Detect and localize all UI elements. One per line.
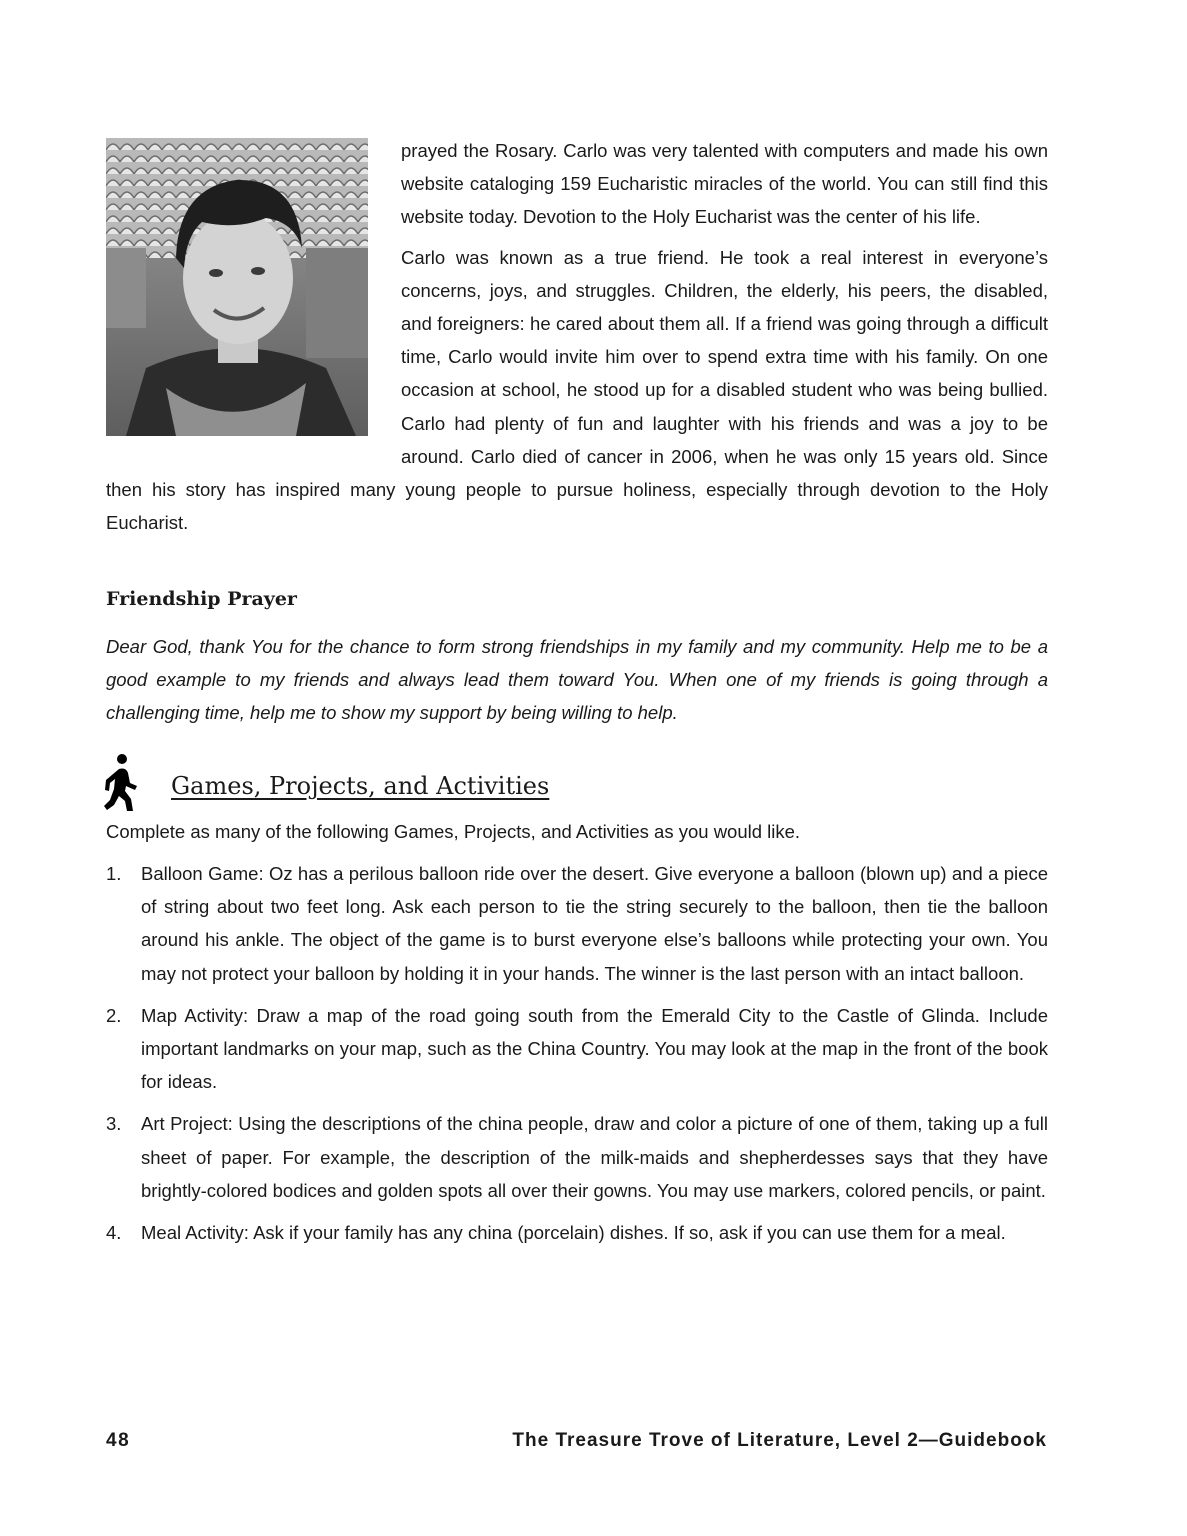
- section-heading: Games, Projects, and Activities: [171, 772, 550, 800]
- photo-wrap-spacer: [106, 134, 401, 458]
- list-item: [106, 857, 1048, 990]
- list-item-text: Meal Activity: Ask if your family has any china (porcelain) dishes. If so, ask if you can use them for a meal.: [141, 1222, 1006, 1244]
- page-number: 48: [106, 1430, 131, 1451]
- list-item-text: Map Activity: Draw a map of the road going south from the Emerald City to the Castle of Glinda. Include important landmarks on your map, such as the China Country. You may look at the map in the front of the book for ideas.: [141, 1004, 1048, 1093]
- running-footer-title: The Treasure Trove of Literature, Level 2—Guidebook: [512, 1430, 1047, 1451]
- walking-person-icon: [100, 753, 142, 813]
- list-item: [106, 1107, 1048, 1207]
- list-item-number: 4.: [106, 1222, 122, 1244]
- section-intro: Complete as many of the following Games, Projects, and Activities as you would like.: [106, 821, 801, 842]
- prayer-text: Dear God, thank You for the chance to form strong friendships in my family and my community. Help me to be a good example to my friends and always lead them toward You. When one of my friends is going through a challenging time, help me to show my support by being willing to help.: [106, 636, 1048, 724]
- prayer-title: Friendship Prayer: [106, 588, 297, 610]
- list-item-text: Art Project: Using the descriptions of the china people, draw and color a picture of one of them, taking up a full sheet of paper. For example, the description of the milk-maids and shepherdesses says that they have brightly-colored bodices and golden spots all over their gowns. You may use markers, colored pencils, or paint.: [141, 1113, 1048, 1201]
- activity-list: [106, 857, 1048, 1249]
- biography-paragraph: prayed the Rosary. Carlo was very talented with computers and made his own website cataloging 159 Eucharistic miracles of the world. You can still find this website today. Devotion to the Holy Eucharist was the center of his life.: [401, 140, 1048, 228]
- biography-paragraph: Carlo was known as a true friend. He took a real interest in everyone’s concerns, joys, and struggles. Children, the elderly, his peers, the disabled, and foreigners: he cared about them all. If a friend was going through a difficult time, Carlo would invite him over to spend extra time with his family. On one occasion at school, he stood up for a disabled student who was being bullied. Carlo had plenty of fun and laughter with his friends and was a joy to be around. Carlo died of cancer in 2006, when he was only 15 years old. Since then his story has inspired many young people to pursue holiness, especially through devotion to the Holy Eucharist.: [106, 246, 1048, 534]
- list-item-number: 2.: [106, 1004, 122, 1026]
- list-item-number: 1.: [106, 863, 122, 884]
- list-item: [106, 999, 1048, 1099]
- list-item-text: Balloon Game: Oz has a perilous balloon ride over the desert. Give everyone a balloon (blown up) and a piece of string about two feet long. Ask each person to tie the string securely to the balloon, then tie the balloon around his ankle. The object of the game is to burst everyone else’s balloons while protecting your own. You may not protect your balloon by holding it in your hands. The winner is the last person with an intact balloon.: [141, 863, 1048, 984]
- biography-text: [106, 134, 1048, 539]
- list-item: [106, 1216, 1048, 1249]
- list-item-number: 3.: [106, 1113, 122, 1135]
